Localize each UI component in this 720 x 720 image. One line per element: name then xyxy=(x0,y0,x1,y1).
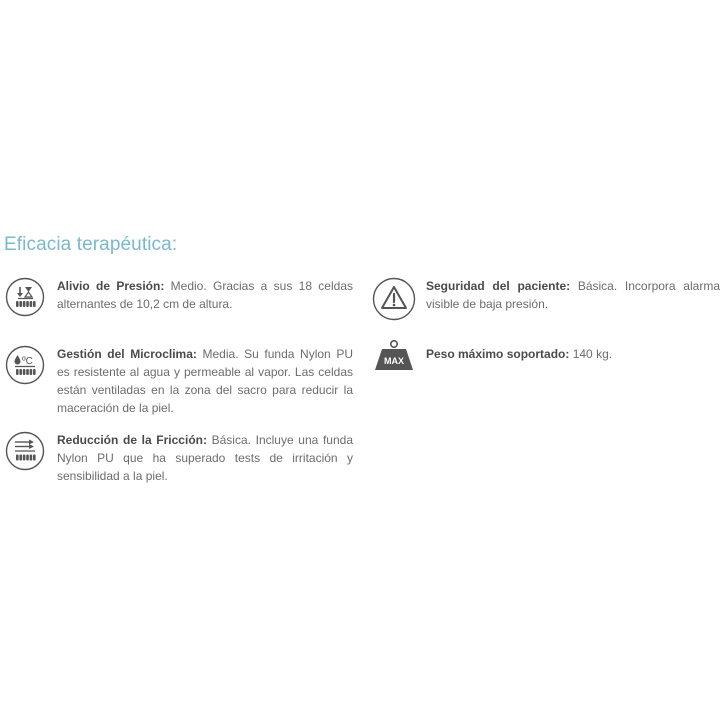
warning-icon xyxy=(372,277,416,321)
feature-label: Gestión del Microclima: xyxy=(57,347,197,361)
feature-pressure-relief xyxy=(5,277,353,317)
feature-text: 140 kg. xyxy=(569,347,613,361)
max-label: MAX xyxy=(384,356,404,366)
feature-description xyxy=(57,345,353,417)
feature-description xyxy=(57,277,353,313)
friction-reduction-icon xyxy=(5,431,45,471)
feature-text: Básica. Incluye una funda Nylon PU que ha superado tests de irritación y sensibilidad a la piel. xyxy=(57,433,354,483)
feature-label: Peso máximo soportado: xyxy=(426,347,570,361)
feature-patient-safety xyxy=(372,277,720,321)
feature-label: Reducción de la Fricción: xyxy=(57,433,207,447)
weight-max-icon xyxy=(372,339,416,373)
pressure-relief-icon xyxy=(5,277,45,317)
feature-label: Seguridad del paciente: xyxy=(426,279,571,293)
feature-description xyxy=(57,431,353,485)
feature-max-weight xyxy=(372,345,720,373)
celsius-label: ºC xyxy=(22,356,33,367)
feature-text: Básica. Incorpora alarma visible de baja presión. xyxy=(426,279,720,311)
section-title: Eficacia terapéutica: xyxy=(4,234,178,255)
feature-friction-reduction xyxy=(5,431,353,485)
feature-description xyxy=(426,277,720,313)
feature-text: Media. Su funda Nylon PU es resistente al agua y permeable al vapor. Las celdas están ventiladas en la zona del sacro para reducir la maceración de la piel. xyxy=(57,347,353,415)
feature-label: Alivio de Presión: xyxy=(57,279,165,293)
feature-text: Medio. Gracias a sus 18 celdas alternantes de 10,2 cm de altura. xyxy=(57,279,353,311)
microclimate-icon xyxy=(5,345,45,385)
feature-description xyxy=(426,345,720,363)
feature-microclimate xyxy=(5,345,353,417)
